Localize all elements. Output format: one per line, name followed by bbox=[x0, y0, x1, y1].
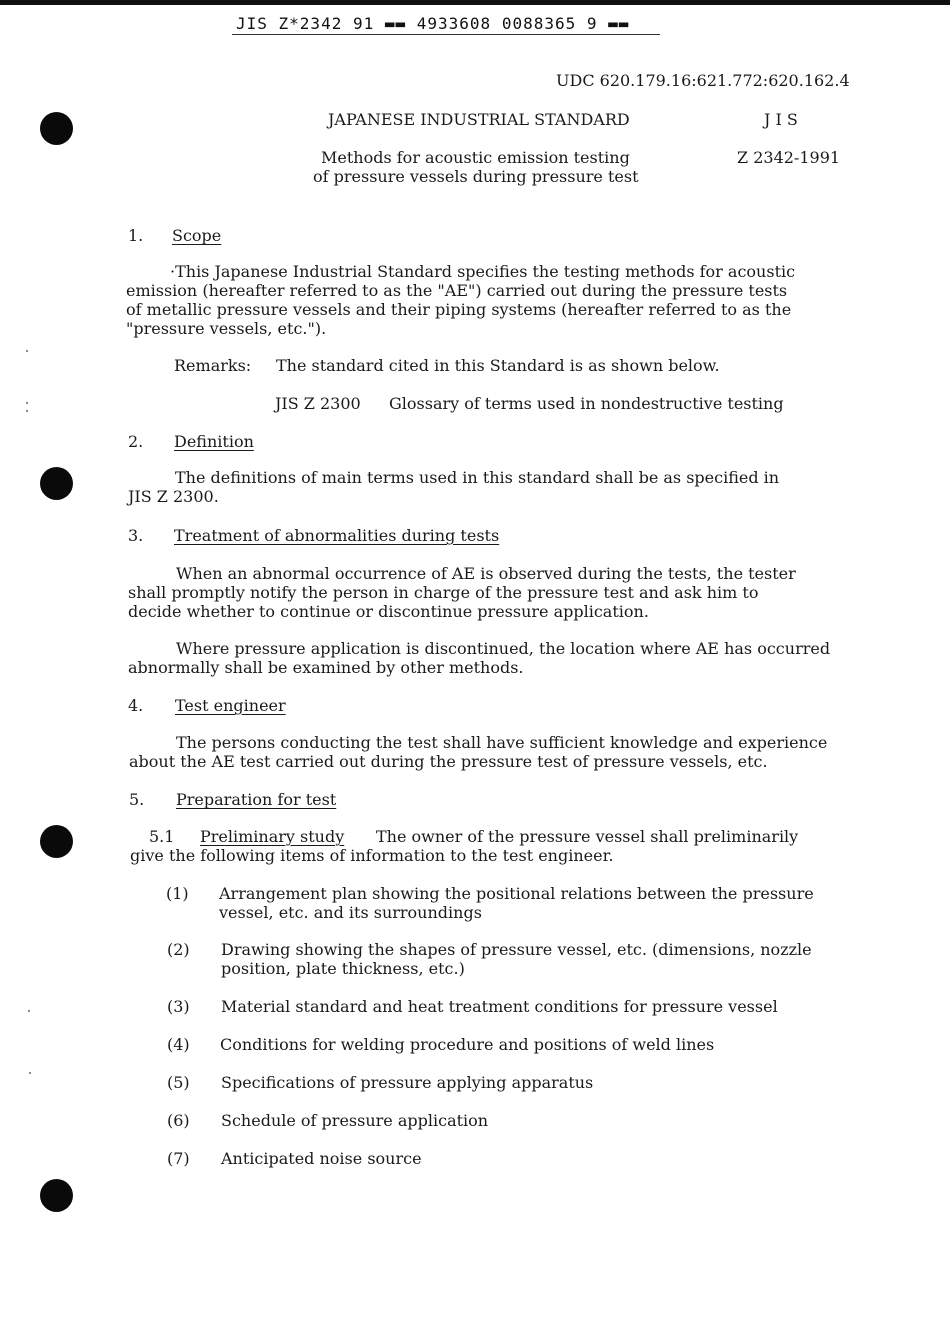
scan-speck bbox=[29, 1072, 31, 1074]
top-border bbox=[0, 0, 950, 5]
list-item-text: Material standard and heat treatment conditions for pressure vessel bbox=[221, 997, 778, 1016]
list-item-text: Specifications of pressure applying apparatus bbox=[221, 1073, 594, 1092]
list-item-text: Schedule of pressure application bbox=[221, 1111, 489, 1130]
list-item-number: (1) bbox=[166, 884, 189, 903]
list-item-number: (3) bbox=[167, 997, 190, 1016]
section-number: 5. bbox=[129, 790, 145, 809]
abnormalities-text-line: decide whether to continue or discontinue pressure application. bbox=[128, 602, 649, 621]
list-item-number: (7) bbox=[167, 1149, 190, 1168]
cited-standard-code: JIS Z 2300 bbox=[275, 394, 361, 413]
definition-text-line: The definitions of main terms used in this standard shall be as specified in bbox=[175, 468, 780, 487]
section-heading-abnormalities: Treatment of abnormalities during tests bbox=[174, 526, 500, 545]
standard-type: JAPANESE INDUSTRIAL STANDARD bbox=[328, 110, 630, 129]
section-number: 3. bbox=[128, 526, 144, 545]
scope-text-line: "pressure vessels, etc."). bbox=[126, 319, 327, 338]
abnormalities-text-line: When an abnormal occurrence of AE is observed during the tests, the tester bbox=[176, 564, 796, 583]
section-number: 2. bbox=[128, 432, 144, 451]
scan-speck bbox=[28, 1010, 30, 1012]
punch-hole bbox=[40, 467, 73, 500]
jis-label: J I S bbox=[764, 110, 798, 129]
subsection-heading-preliminary-study: Preliminary study bbox=[200, 827, 345, 846]
udc-code: UDC 620.179.16:621.772:620.162.4 bbox=[556, 71, 850, 90]
scan-speck bbox=[26, 350, 28, 352]
list-item-text: Arrangement plan showing the positional relations between the pressure bbox=[219, 884, 814, 903]
scope-text-line: emission (hereafter referred to as the "AE") carried out during the pressure tests bbox=[126, 281, 788, 300]
abnormalities-text-line: shall promptly notify the person in charge of the pressure test and ask him to bbox=[128, 583, 759, 602]
preliminary-study-text-line: The owner of the pressure vessel shall preliminarily bbox=[376, 827, 799, 846]
scan-speck bbox=[26, 410, 28, 412]
scope-text-line: ·This Japanese Industrial Standard specifies the testing methods for acoustic bbox=[170, 262, 796, 281]
punch-hole bbox=[40, 825, 73, 858]
definition-text-line: JIS Z 2300. bbox=[128, 487, 219, 506]
preliminary-study-text-line: give the following items of information to the test engineer. bbox=[130, 846, 614, 865]
header-rule bbox=[232, 34, 660, 35]
list-item-number: (2) bbox=[167, 940, 190, 959]
abnormalities-text-line: Where pressure application is discontinued, the location where AE has occurred bbox=[176, 639, 831, 658]
remarks-text: The standard cited in this Standard is as shown below. bbox=[276, 356, 720, 375]
list-item-text: Conditions for welding procedure and positions of weld lines bbox=[220, 1035, 715, 1054]
section-heading-preparation: Preparation for test bbox=[176, 790, 337, 809]
list-item-text: position, plate thickness, etc.) bbox=[221, 959, 465, 978]
punch-hole bbox=[40, 1179, 73, 1212]
scan-speck bbox=[26, 402, 28, 404]
scope-text-line: of metallic pressure vessels and their piping systems (hereafter referred to as the bbox=[126, 300, 792, 319]
section-heading-scope: Scope bbox=[172, 226, 222, 245]
section-heading-test-engineer: Test engineer bbox=[175, 696, 286, 715]
list-item-number: (4) bbox=[167, 1035, 190, 1054]
barcode-header: JIS Z*2342 91 ▬▬ 4933608 0088365 9 ▬▬ bbox=[236, 14, 630, 33]
list-item-text: Anticipated noise source bbox=[221, 1149, 422, 1168]
list-item-text: vessel, etc. and its surroundings bbox=[219, 903, 482, 922]
punch-hole bbox=[40, 112, 73, 145]
abnormalities-text-line: abnormally shall be examined by other methods. bbox=[128, 658, 524, 677]
cited-standard-title: Glossary of terms used in nondestructive testing bbox=[389, 394, 784, 413]
test-engineer-text-line: The persons conducting the test shall have sufficient knowledge and experience bbox=[176, 733, 828, 752]
section-number: 4. bbox=[128, 696, 144, 715]
section-heading-definition: Definition bbox=[174, 432, 254, 451]
list-item-number: (5) bbox=[167, 1073, 190, 1092]
subsection-number: 5.1 bbox=[149, 827, 175, 846]
standard-number: Z 2342-1991 bbox=[737, 148, 841, 167]
section-number: 1. bbox=[128, 226, 144, 245]
document-title-line2: of pressure vessels during pressure test bbox=[313, 167, 639, 186]
test-engineer-text-line: about the AE test carried out during the pressure test of pressure vessels, etc. bbox=[129, 752, 768, 771]
remarks-label: Remarks: bbox=[174, 356, 252, 375]
document-title-line1: Methods for acoustic emission testing bbox=[321, 148, 630, 167]
list-item-text: Drawing showing the shapes of pressure vessel, etc. (dimensions, nozzle bbox=[221, 940, 812, 959]
list-item-number: (6) bbox=[167, 1111, 190, 1130]
